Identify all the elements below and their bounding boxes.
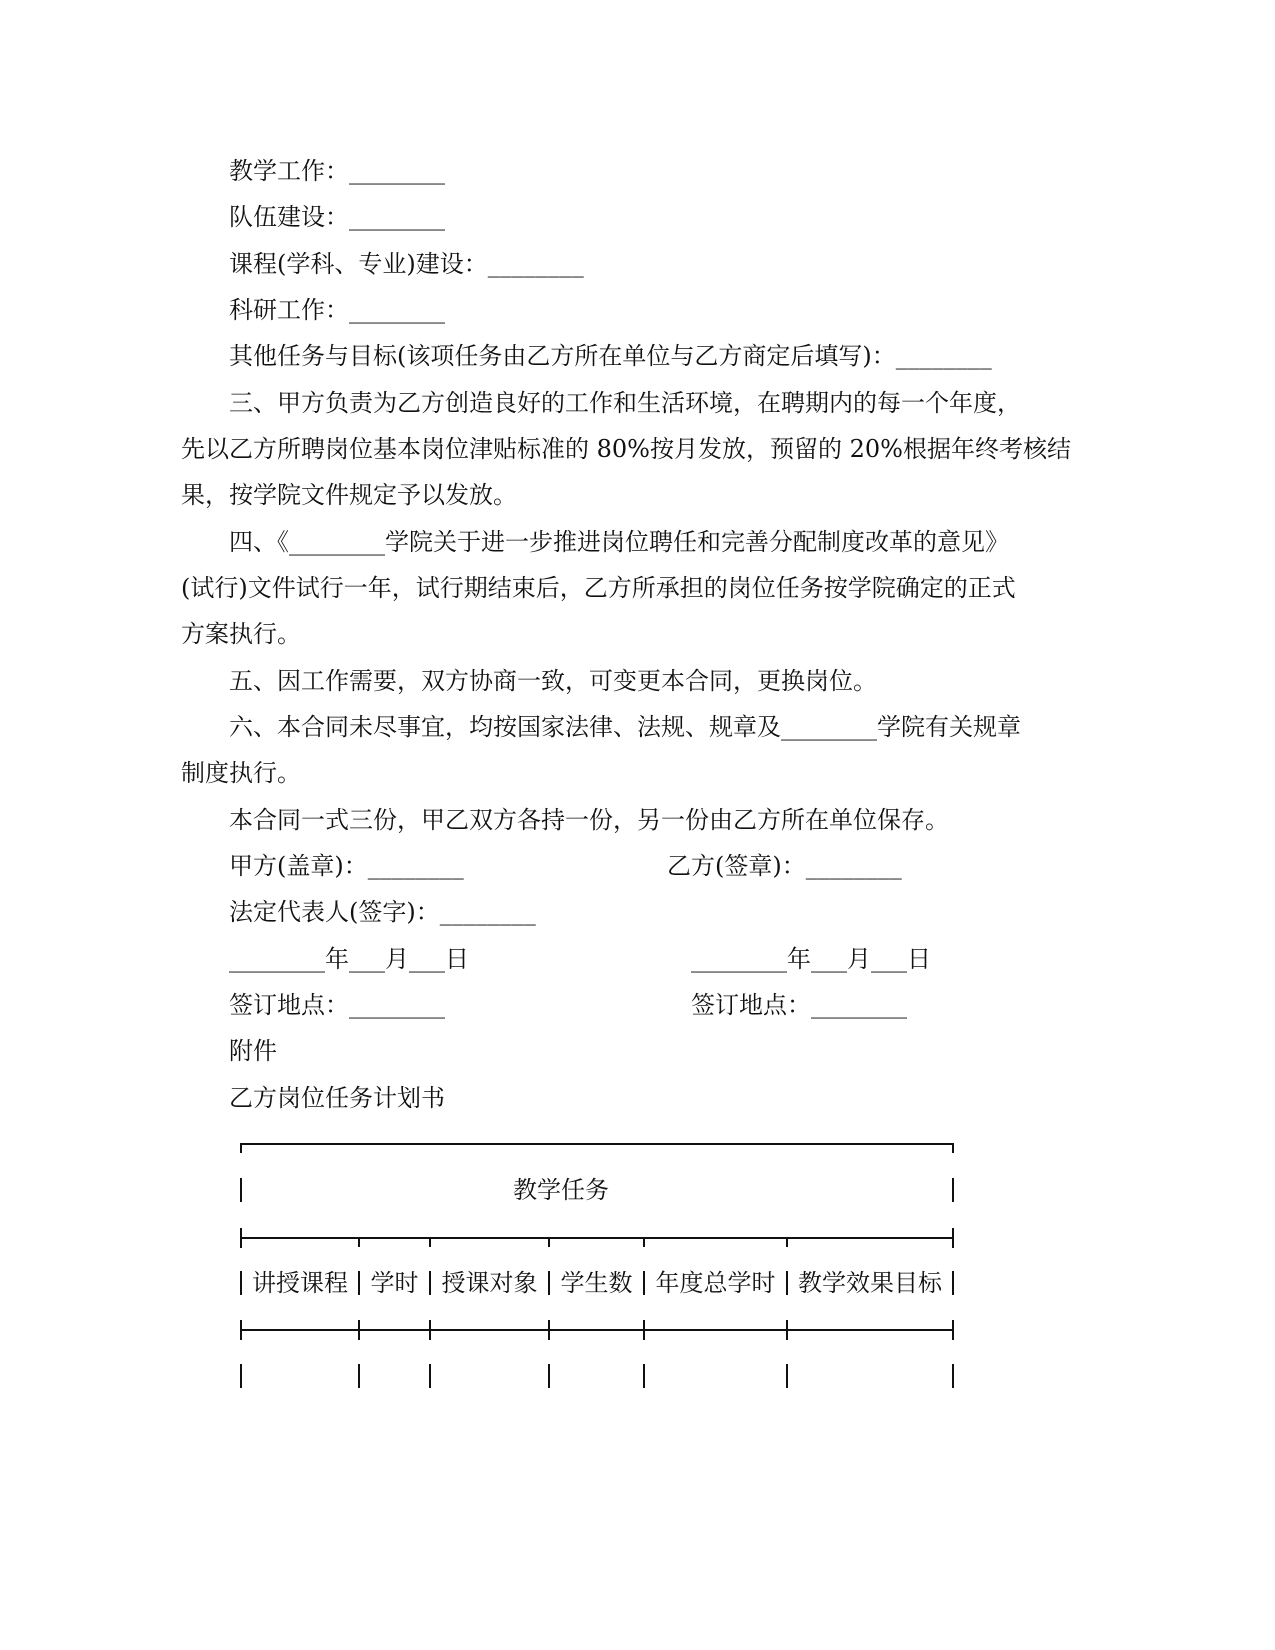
attachment-label: 附件 [229, 1037, 277, 1065]
header-separator [240, 1237, 954, 1239]
table-top-left-tick [240, 1143, 242, 1153]
column-header-audience: 授课对象 [441, 1269, 538, 1297]
clause-three-line-2: 先以乙方所聘岗位基本岗位津贴标准的 80%按月发放，预留的 20%根据年终考核结 [181, 435, 1071, 463]
party-a-seal: 甲方(盖章)：________ [229, 852, 464, 880]
clause-four-line-1: 四、《________学院关于进一步推进岗位聘任和完善分配制度改革的意见》 [229, 528, 1009, 556]
party-a-place: 签订地点：________ [229, 991, 445, 1019]
research-work-line: 科研工作：________ [229, 296, 445, 324]
sep1-tick-4 [643, 1237, 645, 1247]
column-header-students: 学生数 [560, 1269, 633, 1297]
data-row-bar-6 [952, 1364, 954, 1388]
data-row-bar-3 [548, 1364, 550, 1388]
legal-representative: 法定代表人(签字)：________ [229, 898, 536, 926]
clause-six-line-2: 制度执行。 [181, 759, 301, 787]
clause-six-line-1: 六、本合同未尽事宜，均按国家法律、法规、规章及________学院有关规章 [229, 713, 1021, 741]
clause-three-line-1: 三、甲方负责为乙方创造良好的工作和生活环境，在聘期内的每一个年度， [229, 389, 1021, 417]
data-row-bar-5 [786, 1364, 788, 1388]
data-row-bar-4 [643, 1364, 645, 1388]
other-tasks-line: 其他任务与目标(该项任务由乙方所在单位与乙方商定后填写)：________ [229, 342, 992, 370]
plan-title: 乙方岗位任务计划书 [229, 1084, 445, 1112]
party-a-date: ________年___月___日 [229, 945, 469, 973]
clause-five-line: 五、因工作需要，双方协商一致，可变更本合同，更换岗位。 [229, 667, 877, 695]
sep2-tick-5 [786, 1320, 788, 1340]
sep2-tick-3 [548, 1320, 550, 1340]
clause-four-line-2: (试行)文件试行一年，试行期结束后，乙方所承担的岗位任务按学院确定的正式 [181, 574, 1016, 602]
teaching-work-line: 教学工作：________ [229, 157, 445, 185]
team-building-line: 队伍建设：________ [229, 203, 445, 231]
data-row-bar-2 [429, 1364, 431, 1388]
column-header-effect-goal: 教学效果目标 [798, 1269, 942, 1297]
column-header-course: 讲授课程 [252, 1269, 348, 1297]
clause-four-line-3: 方案执行。 [181, 620, 301, 648]
column-header-hours: 学时 [370, 1269, 419, 1297]
data-row-bar-1 [358, 1364, 360, 1388]
table-top-right-tick [952, 1143, 954, 1153]
party-b-seal: 乙方(签章)：________ [667, 852, 902, 880]
sep1-tick-1 [358, 1237, 360, 1247]
course-building-line: 课程(学科、专业)建设：________ [229, 250, 584, 278]
sep2-tick-0 [240, 1320, 242, 1340]
data-row-bar-0 [240, 1364, 242, 1388]
header-right-bar [952, 1178, 954, 1202]
sep1-tick-3 [548, 1237, 550, 1247]
sep2-tick-6 [952, 1320, 954, 1340]
sep2-tick-2 [429, 1320, 431, 1340]
sep1-tick-6 [952, 1228, 954, 1248]
sep1-tick-0 [240, 1228, 242, 1248]
sep1-tick-2 [429, 1237, 431, 1247]
sep2-tick-1 [358, 1320, 360, 1340]
sep1-tick-5 [786, 1237, 788, 1247]
party-b-date: ________年___月___日 [691, 945, 931, 973]
party-b-place: 签订地点：________ [691, 991, 907, 1019]
columns-separator [240, 1329, 954, 1331]
sep2-tick-4 [643, 1320, 645, 1340]
copies-line: 本合同一式三份，甲乙双方各持一份，另一份由乙方所在单位保存。 [229, 806, 949, 834]
table-header-title: 教学任务 [513, 1176, 609, 1204]
col-row-bar-6 [952, 1271, 954, 1295]
table-top-border [240, 1143, 954, 1145]
column-header-annual-hours: 年度总学时 [655, 1269, 776, 1297]
clause-three-line-3: 果，按学院文件规定予以发放。 [181, 481, 517, 509]
